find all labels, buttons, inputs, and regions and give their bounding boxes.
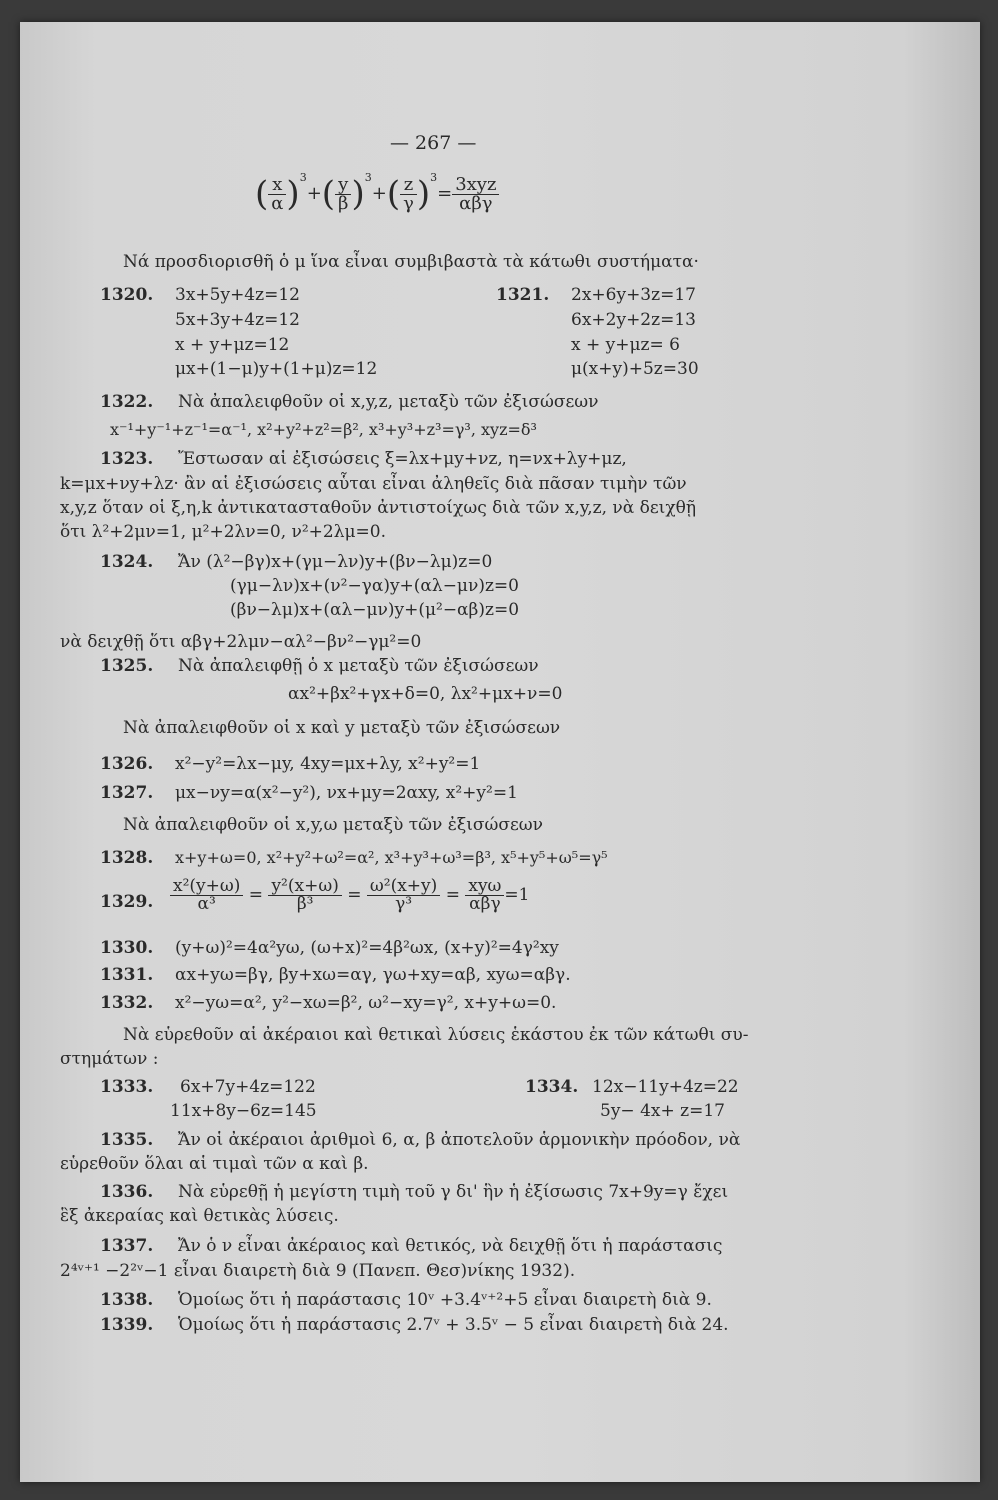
problem-number-1323: 1323. (100, 449, 154, 469)
problem-number-1327: 1327. (100, 783, 154, 803)
problem-number-1331: 1331. (100, 965, 154, 985)
problem-number-1332: 1332. (100, 993, 154, 1013)
p1334-line2: 5y− 4x+ z=17 (600, 1101, 725, 1121)
p1324-line1: Ἄν (λ²−βγ)x+(γμ−λν)y+(βν−λμ)z=0 (178, 552, 493, 572)
problem-number-1335: 1335. (100, 1130, 154, 1150)
formula-top: ( $\frac{x}{\alpha}$ )$^3$+( $\frac{y}{\beta}$ )$^3$+( $\frac{z}{\gamma}$ )$^3$= $\frac{\text{3xyz}}{\text{αβγ}}$ (255, 172, 499, 213)
p1323-line2: k=μx+νy+λz· ἂν αἱ ἐξισώσεις αὗται εἶναι ἀληθεῖς διὰ πᾶσαν τιμὴν τῶν (60, 474, 687, 494)
intro-1326: Νὰ ἀπαλειφθοῦν οἱ x καὶ y μεταξὺ τῶν ἐξισώσεων (123, 718, 561, 738)
p1320-line2: 5x+3y+4z=12 (175, 310, 300, 330)
problem-number-1329: 1329. (100, 892, 154, 912)
p1323-line1: Ἔστωσαν αἱ ἐξισώσεις ξ=λx+μy+νz, η=νx+λy+μz, (178, 449, 627, 469)
p1321-line1: 2x+6y+3z=17 (571, 285, 696, 305)
page-number: — 267 — (390, 132, 477, 154)
problem-number-1334: 1334. (525, 1077, 579, 1097)
problem-number-1325: 1325. (100, 656, 154, 676)
p1331-equations: αx+yω=βγ, βy+xω=αγ, γω+xy=αβ, xyω=αβγ. (175, 965, 571, 985)
p1322-text: Νὰ ἀπαλειφθοῦν οἱ x,y,z, μεταξὺ τῶν ἐξισώσεων (178, 392, 599, 412)
p1321-line4: μ(x+y)+5z=30 (571, 359, 699, 379)
problem-number-1339: 1339. (100, 1315, 154, 1335)
p1321-line3: x + y+μz= 6 (571, 335, 680, 355)
p1325-equations: αx²+βx²+γx+δ=0, λx²+μx+ν=0 (288, 684, 563, 704)
p1336-line2: ἓξ ἀκεραίας καὶ θετικὰς λύσεις. (60, 1206, 339, 1226)
p1332-equations: x²−yω=α², y²−xω=β², ω²−xy=γ², x+y+ω=0. (175, 993, 557, 1013)
problem-number-1330: 1330. (100, 938, 154, 958)
p1327-equations: μx−νy=α(x²−y²), νx+μy=2αxy, x²+y²=1 (175, 783, 518, 803)
page (20, 22, 980, 1482)
problem-number-1326: 1326. (100, 754, 154, 774)
p1338-text: Ὁμοίως ὅτι ἡ παράστασις 10ᵛ +3.4ᵛ⁺²+5 εἶναι διαιρετὴ διὰ 9. (178, 1290, 712, 1310)
p1330-equations: (y+ω)²=4α²yω, (ω+x)²=4β²ωx, (x+y)²=4γ²xy (175, 938, 559, 958)
p1323-line3: x,y,z ὅταν οἱ ξ,η,k ἀντικατασταθοῦν ἀντιστοίχως διὰ τῶν x,y,z, νὰ δειχθῇ (60, 498, 697, 518)
problem-number-1333: 1333. (100, 1077, 154, 1097)
problem-number-1321: 1321. (496, 285, 550, 305)
problem-number-1338: 1338. (100, 1290, 154, 1310)
p1333-line2: 11x+8y−6z=145 (170, 1101, 317, 1121)
intro-1320: Νά προσδιορισθῆ ὁ μ ἵνα εἶναι συμβιβαστὰ τὰ κάτωθι συστήματα· (123, 252, 699, 272)
problem-number-1324: 1324. (100, 552, 154, 572)
p1333-line1: 6x+7y+4z=122 (180, 1077, 316, 1097)
p1322-equations: x⁻¹+y⁻¹+z⁻¹=α⁻¹, x²+y²+z²=β², x³+y³+z³=γ³, xyz=δ³ (110, 420, 537, 439)
p1323-line4: ὅτι λ²+2μν=1, μ²+2λν=0, ν²+2λμ=0. (60, 522, 387, 542)
p1320-line3: x + y+μz=12 (175, 335, 290, 355)
p1320-line1: 3x+5y+4z=12 (175, 285, 300, 305)
p1339-text: Ὁμοίως ὅτι ἡ παράστασις 2.7ᵛ + 3.5ᵛ − 5 εἶναι διαιρετὴ διὰ 24. (178, 1315, 729, 1335)
intro-1328: Νὰ ἀπαλειφθοῦν οἱ x,y,ω μεταξὺ τῶν ἐξισώσεων (123, 815, 543, 835)
p1321-line2: 6x+2y+2z=13 (571, 310, 696, 330)
problem-number-1322: 1322. (100, 392, 154, 412)
p1337-line1: Ἄν ὁ ν εἶναι ἀκέραιος καὶ θετικός, νὰ δειχθῇ ὅτι ἡ παράστασις (178, 1236, 723, 1256)
p1334-line1: 12x−11y+4z=22 (592, 1077, 739, 1097)
p1335-line1: Ἄν οἱ ἀκέραιοι ἀριθμοὶ 6, α, β ἀποτελοῦν ἁρμονικὴν πρόοδον, νὰ (178, 1130, 741, 1150)
p1336-line1: Νὰ εὑρεθῇ ἡ μεγίστη τιμὴ τοῦ γ δι' ἣν ἡ ἐξίσωσις 7x+9y=γ ἔχει (178, 1182, 729, 1202)
p1324-line4: νὰ δειχθῇ ὅτι αβγ+2λμν−αλ²−βν²−γμ²=0 (60, 632, 422, 652)
p1328-equations: x+y+ω=0, x²+y²+ω²=α², x³+y³+ω³=β³, x⁵+y⁵+ω⁵=γ⁵ (175, 848, 608, 867)
intro-1333-line1: Νὰ εὑρεθοῦν αἱ ἀκέραιοι καὶ θετικαὶ λύσεις ἑκάστου ἐκ τῶν κάτωθι συ- (123, 1025, 749, 1045)
p1324-line2: (γμ−λν)x+(ν²−γα)y+(αλ−μν)z=0 (230, 576, 519, 596)
problem-number-1328: 1328. (100, 848, 154, 868)
problem-number-1320: 1320. (100, 285, 154, 305)
problem-number-1336: 1336. (100, 1182, 154, 1202)
p1326-equations: x²−y²=λx−μy, 4xy=μx+λy, x²+y²=1 (175, 754, 481, 774)
intro-1333-line2: στημάτων : (60, 1049, 159, 1069)
problem-number-1337: 1337. (100, 1236, 154, 1256)
p1335-line2: εὑρεθοῦν ὅλαι αἱ τιμαὶ τῶν α καὶ β. (60, 1154, 369, 1174)
p1324-line3: (βν−λμ)x+(αλ−μν)y+(μ²−αβ)z=0 (230, 600, 520, 620)
p1320-line4: μx+(1−μ)y+(1+μ)z=12 (175, 359, 378, 379)
p1325-text: Νὰ ἀπαλειφθῇ ὁ x μεταξὺ τῶν ἐξισώσεων (178, 656, 539, 676)
p1329-equation: $\frac{\text{x²(y+ω)}}{\text{α³}}$ = $\frac{\text{y²(x+ω)}}{\text{β³}}$ = $\frac{\text{ω²(x+y)}}{\text{γ³}}$ = $\frac{\text{xyω}}{\text{αβγ}}$ =1 (170, 878, 529, 913)
p1337-line2: 2⁴ᵛ⁺¹ −2²ᵛ−1 εἶναι διαιρετὴ διὰ 9 (Πανεπ. Θεσ)νίκης 1932). (60, 1261, 576, 1281)
